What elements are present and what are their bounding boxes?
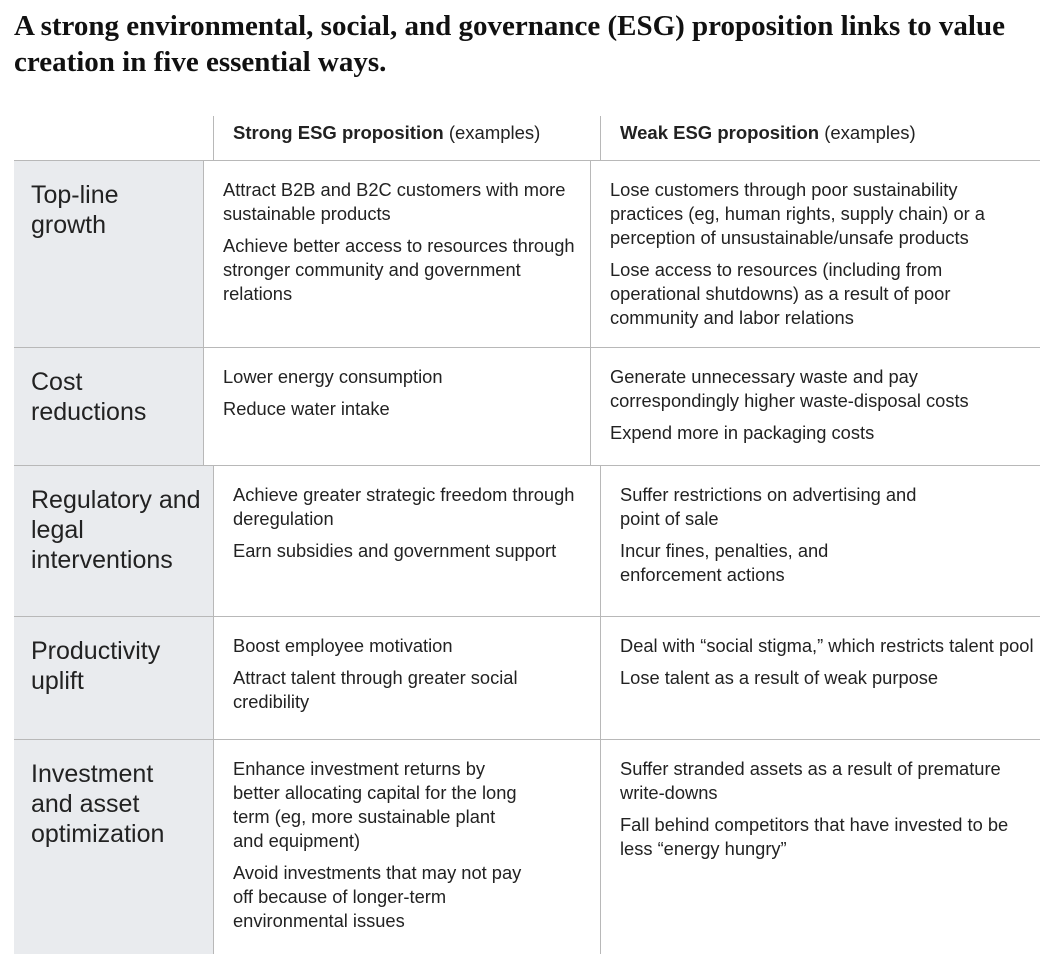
row-label-text: Cost reductions xyxy=(31,368,147,426)
weak-example: Expend more in packaging costs xyxy=(610,422,875,443)
row-label-text: Investment and asset optimization xyxy=(31,760,165,848)
header-strong-esg xyxy=(213,116,600,160)
weak-examples-cell xyxy=(590,161,1030,347)
strong-example: Earn subsidies and government support xyxy=(233,540,557,561)
strong-example: Lower energy consumption xyxy=(223,366,443,387)
weak-example: Generate unnecessary waste and pay correspondingly higher waste-disposal costs xyxy=(610,366,969,411)
strong-examples-cell xyxy=(213,466,600,616)
weak-example: Lose customers through poor sustainability practices (eg, human rights, supply chain) or a perception of unsustainable/unsafe products xyxy=(610,179,985,248)
strong-example: Avoid investments that may not pay off because of longer-term environmental issues xyxy=(233,862,522,931)
row-label-text: Regulatory and legal interventions xyxy=(31,486,201,574)
row-label-text: Top-line growth xyxy=(31,181,119,239)
table-row xyxy=(14,740,1040,954)
row-label xyxy=(14,466,213,616)
weak-examples-cell xyxy=(600,740,1040,954)
weak-example: Incur fines, penalties, and enforcement actions xyxy=(620,540,829,585)
weak-example: Lose talent as a result of weak purpose xyxy=(620,667,939,688)
table-header-row xyxy=(14,116,1040,161)
weak-example: Suffer restrictions on advertising and point of sale xyxy=(620,484,917,529)
table-row xyxy=(14,617,1040,740)
row-label xyxy=(14,348,203,465)
row-label-text: Productivity uplift xyxy=(31,637,161,695)
header-strong-esg-suffix: (examples) xyxy=(443,122,541,143)
table-row xyxy=(14,466,1040,617)
page-title: A strong environmental, social, and governance (ESG) proposition links to value creation in five essential ways. xyxy=(14,10,1005,78)
header-weak-esg-suffix: (examples) xyxy=(819,122,916,143)
strong-examples-cell xyxy=(213,617,600,739)
strong-example: Reduce water intake xyxy=(223,398,390,419)
strong-example: Attract talent through greater social credibility xyxy=(233,667,518,712)
header-strong-esg-bold: Strong ESG proposition xyxy=(233,122,444,143)
header-weak-esg-bold: Weak ESG proposition xyxy=(620,122,820,143)
table-row xyxy=(14,161,1040,348)
strong-example: Enhance investment returns by better allocating capital for the long term (eg, more sustainable plant and equipment) xyxy=(233,758,517,851)
weak-example: Deal with “social stigma,” which restricts talent pool xyxy=(620,635,1034,656)
weak-examples-cell xyxy=(590,348,1030,465)
table-row xyxy=(14,348,1040,466)
strong-example: Achieve better access to resources through stronger community and government relations xyxy=(223,235,575,304)
weak-examples-cell xyxy=(600,466,1040,616)
row-label xyxy=(14,161,203,347)
strong-examples-cell xyxy=(203,161,590,347)
strong-example: Attract B2B and B2C customers with more sustainable products xyxy=(223,179,566,224)
header-empty-cell xyxy=(14,116,213,160)
row-label xyxy=(14,740,213,954)
strong-example: Achieve greater strategic freedom through deregulation xyxy=(233,484,575,529)
header-weak-esg xyxy=(600,116,1040,160)
strong-example: Boost employee motivation xyxy=(233,635,453,656)
weak-examples-cell xyxy=(600,617,1040,739)
strong-examples-cell xyxy=(213,740,600,954)
row-label xyxy=(14,617,213,739)
weak-example: Fall behind competitors that have invested to be less “energy hungry” xyxy=(620,814,1009,859)
strong-examples-cell xyxy=(203,348,590,465)
weak-example: Lose access to resources (including from operational shutdowns) as a result of poor community and labor relations xyxy=(610,259,951,328)
esg-table xyxy=(14,116,1040,954)
weak-example: Suffer stranded assets as a result of premature write-downs xyxy=(620,758,1001,803)
